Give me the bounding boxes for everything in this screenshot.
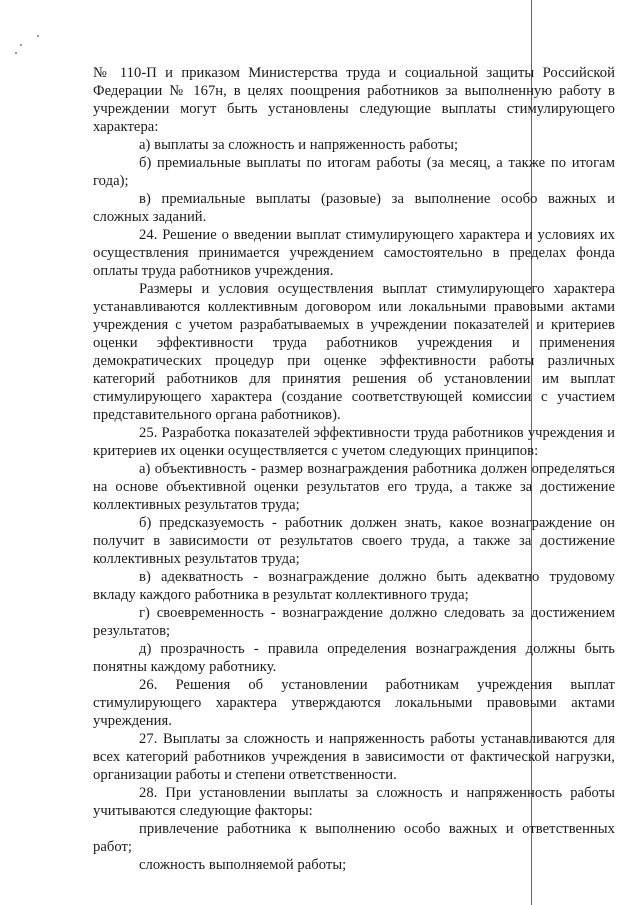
scan-speck [37,35,39,37]
paragraph: в) премиальные выплаты (разовые) за выполнение особо важных и сложных заданий. [93,191,615,225]
paragraph: 24. Решение о введении выплат стимулирующего характера и условиях их осуществления принимается учреждением самостоятельно в пределах фонда оплаты труда работников учреждения. [93,227,615,279]
paragraph: № 110-П и приказом Министерства труда и социальной защиты Российской Федерации № 167н, в целях поощрения работников за выполненную работу в учреждении могут быть установлены следующие выплаты стимулирующего характера: [93,65,615,135]
paragraph: а) выплаты за сложность и напряженность работы; [139,137,459,153]
paragraph: в) адекватность - вознаграждение должно быть адекватно трудовому вкладу каждого работника в результат коллективного труда; [93,569,615,603]
scan-speck [20,44,22,46]
paragraph: 27. Выплаты за сложность и напряженность работы устанавливаются для всех категорий работников учреждения в зависимости от фактической нагрузки, организации работы и степени ответственности. [93,731,615,783]
paragraph: привлечение работника к выполнению особо важных и ответственных работ; [93,821,615,855]
paragraph: г) своевременность - вознаграждение должно следовать за достижением результатов; [93,605,615,639]
paragraph: б) предсказуемость - работник должен знать, какое вознаграждение он получит в зависимости от результатов своего труда, а также за достижение коллективных результатов труда; [93,515,615,567]
paragraph: 26. Решения об установлении работникам учреждения выплат стимулирующего характера утверждаются локальными правовыми актами учреждения. [93,677,615,729]
paragraph: д) прозрачность - правила определения вознаграждения должны быть понятны каждому работнику. [93,641,615,675]
paragraph: а) объективность - размер вознаграждения работника должен определяться на основе объективной оценки результатов его труда, а также за достижение коллективных результатов труда; [93,461,615,513]
scan-speck [15,52,17,54]
paragraph: 25. Разработка показателей эффективности труда работников учреждения и критериев их оценки осуществляется с учетом следующих принципов: [93,425,615,459]
paragraph: б) премиальные выплаты по итогам работы (за месяц, а также по итогам года); [93,155,615,189]
document-body [93,64,615,874]
paragraph: 28. При установлении выплаты за сложность и напряженность работы учитываются следующие факторы: [93,785,615,819]
paragraph: сложность выполняемой работы; [139,857,347,873]
paragraph: Размеры и условия осуществления выплат стимулирующего характера устанавливаются коллективным договором или локальными правовыми актами учреждения с учетом разрабатываемых в учреждении показателей и критериев оценки эффективности труда работников учреждения и применения демократических процедур при оценке эффективности работы различных категорий работников для принятия решения об установлении им выплат стимулирующего характера (создание соответствующей комиссии с участием представительного органа работников). [93,281,615,423]
